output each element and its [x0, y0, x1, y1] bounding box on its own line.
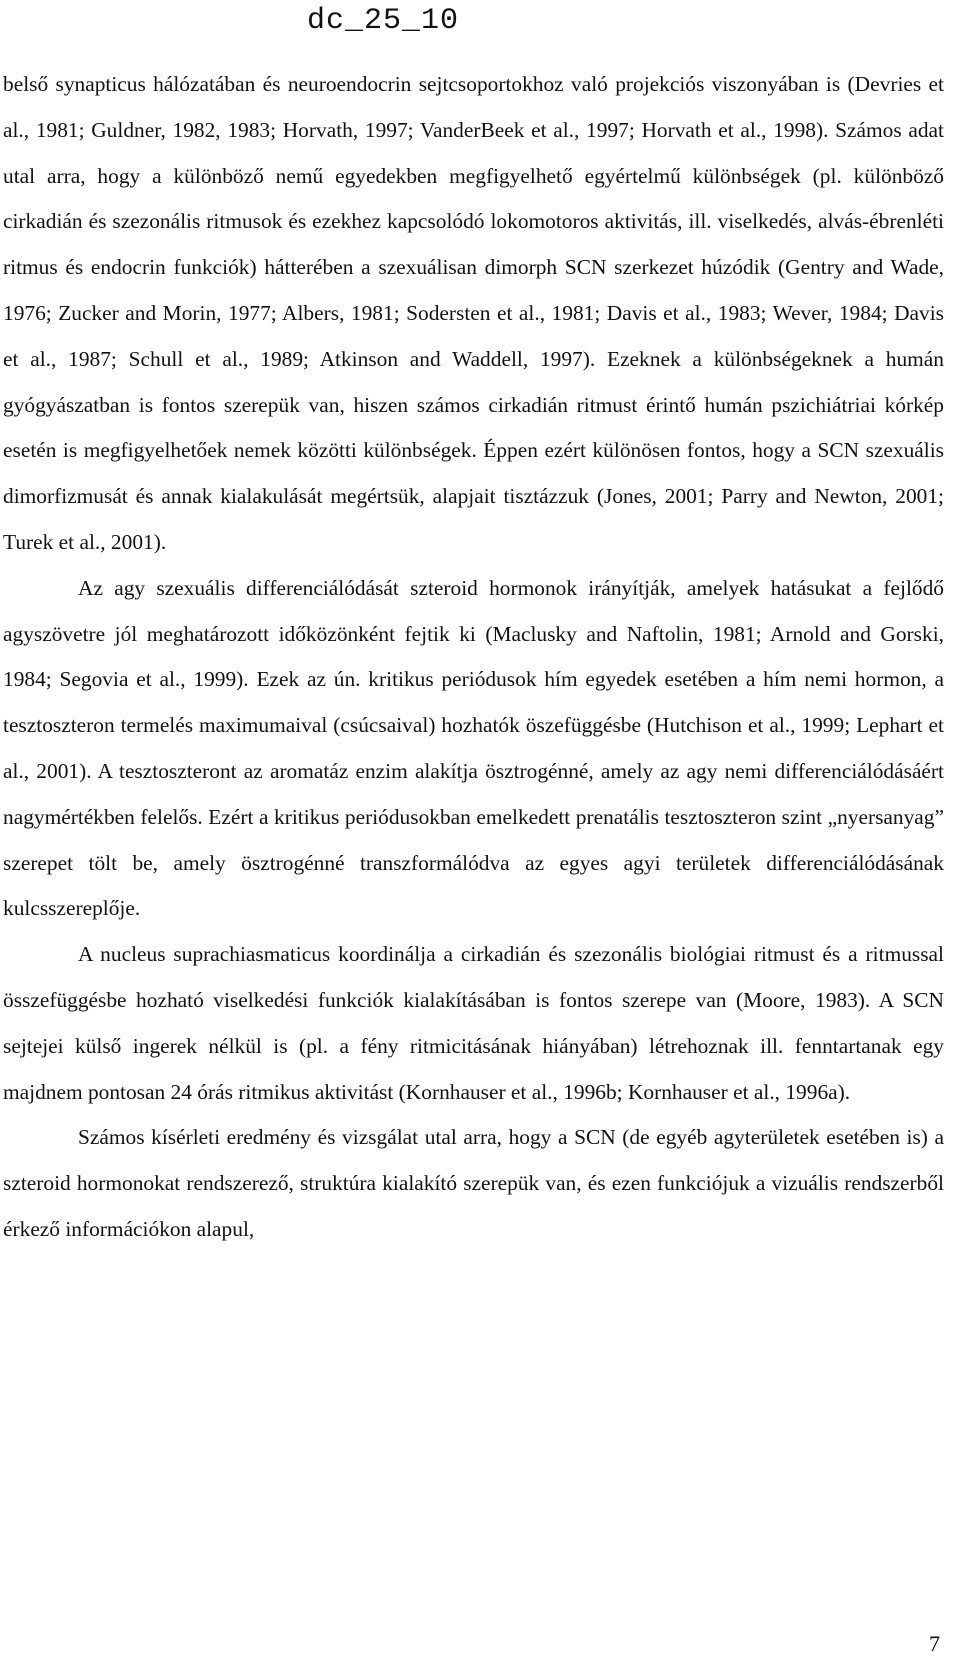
paragraph-steroid-hormones: Számos kísérleti eredmény és vizsgálat utal arra, hogy a SCN (de egyéb agyterületek esetében is) a szteroid hormonokat rendszerező, struktúra kialakító szerepük van, és ezen funkciójuk a vizuális rendszerből érkező információkon alapul,	[3, 1125, 944, 1241]
paragraph-circadian-rhythm: A nucleus suprachiasmaticus koordinálja a cirkadián és szezonális biológiai ritmust és a ritmussal összefüggésbe hozható viselkedési funkciók kialakításában is fontos szerepe van (Moore, 1983). A SCN sejtejei külső ingerek nélkül is (pl. a fény ritmicitásának hiányában) létrehoznak ill. fenntartanak egy majdnem pontosan 24 órás ritmikus aktivitást (Kornhauser et al., 1996b; Kornhauser et al., 1996a).	[3, 942, 944, 1104]
document-id-header: dc_25_10	[306, 4, 460, 38]
page-number: 7	[929, 1631, 940, 1656]
paragraph-scn-dimorphism: belső synapticus hálózatában és neuroendocrin sejtcsoportokhoz való projekciós viszonyában is (Devries et al., 1981; Guldner, 1982, 1983; Horvath, 1997; VanderBeek et al., 1997; Horvath et al., 1998). Számos adat utal arra, hogy a különböző nemű egyedekben megfigyelhető egyértelmű különbségek (pl. különböző cirkadián és szezonális ritmusok és ezekhez kapcsolódó lokomotoros aktivitás, ill. viselkedés, alvás-ébrenléti ritmus és endocrin funkciók) hátterében a szexuálisan dimorph SCN szerkezet húzódik (Gentry and Wade, 1976; Zucker and Morin, 1977; Albers, 1981; Sodersten et al., 1981; Davis et al., 1983; Wever, 1984; Davis et al., 1987; Schull et al., 1989; Atkinson and Waddell, 1997). Ezeknek a különbségeknek a humán gyógyászatban is fontos szerepük van, hiszen számos cirkadián ritmust érintő humán pszichiátriai kórkép esetén is megfigyelhetőek nemek közötti különbségek. Éppen ezért különösen fontos, hogy a SCN szexuális dimorfizmusát és annak kialakulását megértsük, alapjait tisztázzuk (Jones, 2001; Parry and Newton, 2001; Turek et al., 2001).	[3, 72, 944, 554]
page-body	[3, 62, 944, 1253]
paragraph-sexual-differentiation: Az agy szexuális differenciálódását szteroid hormonok irányítják, amelyek hatásukat a fejlődő agyszövetre jól meghatározott időközönként fejtik ki (Maclusky and Naftolin, 1981; Arnold and Gorski, 1984; Segovia et al., 1999). Ezek az ún. kritikus periódusok hím egyedek esetében a hím nemi hormon, a tesztoszteron termelés maximumaival (csúcsaival) hozhatók öszefüggésbe (Hutchison et al., 1999; Lephart et al., 2001). A tesztoszteront az aromatáz enzim alakítja ösztrogénné, amely az agy nemi differenciálódásáért nagymértékben felelős. Ezért a kritikus periódusokban emelkedett prenatális tesztoszteron szint „nyersanyag” szerepet tölt be, amely ösztrogénné transzformálódva az egyes agyi területek differenciálódásának kulcsszereplője.	[3, 575, 944, 921]
